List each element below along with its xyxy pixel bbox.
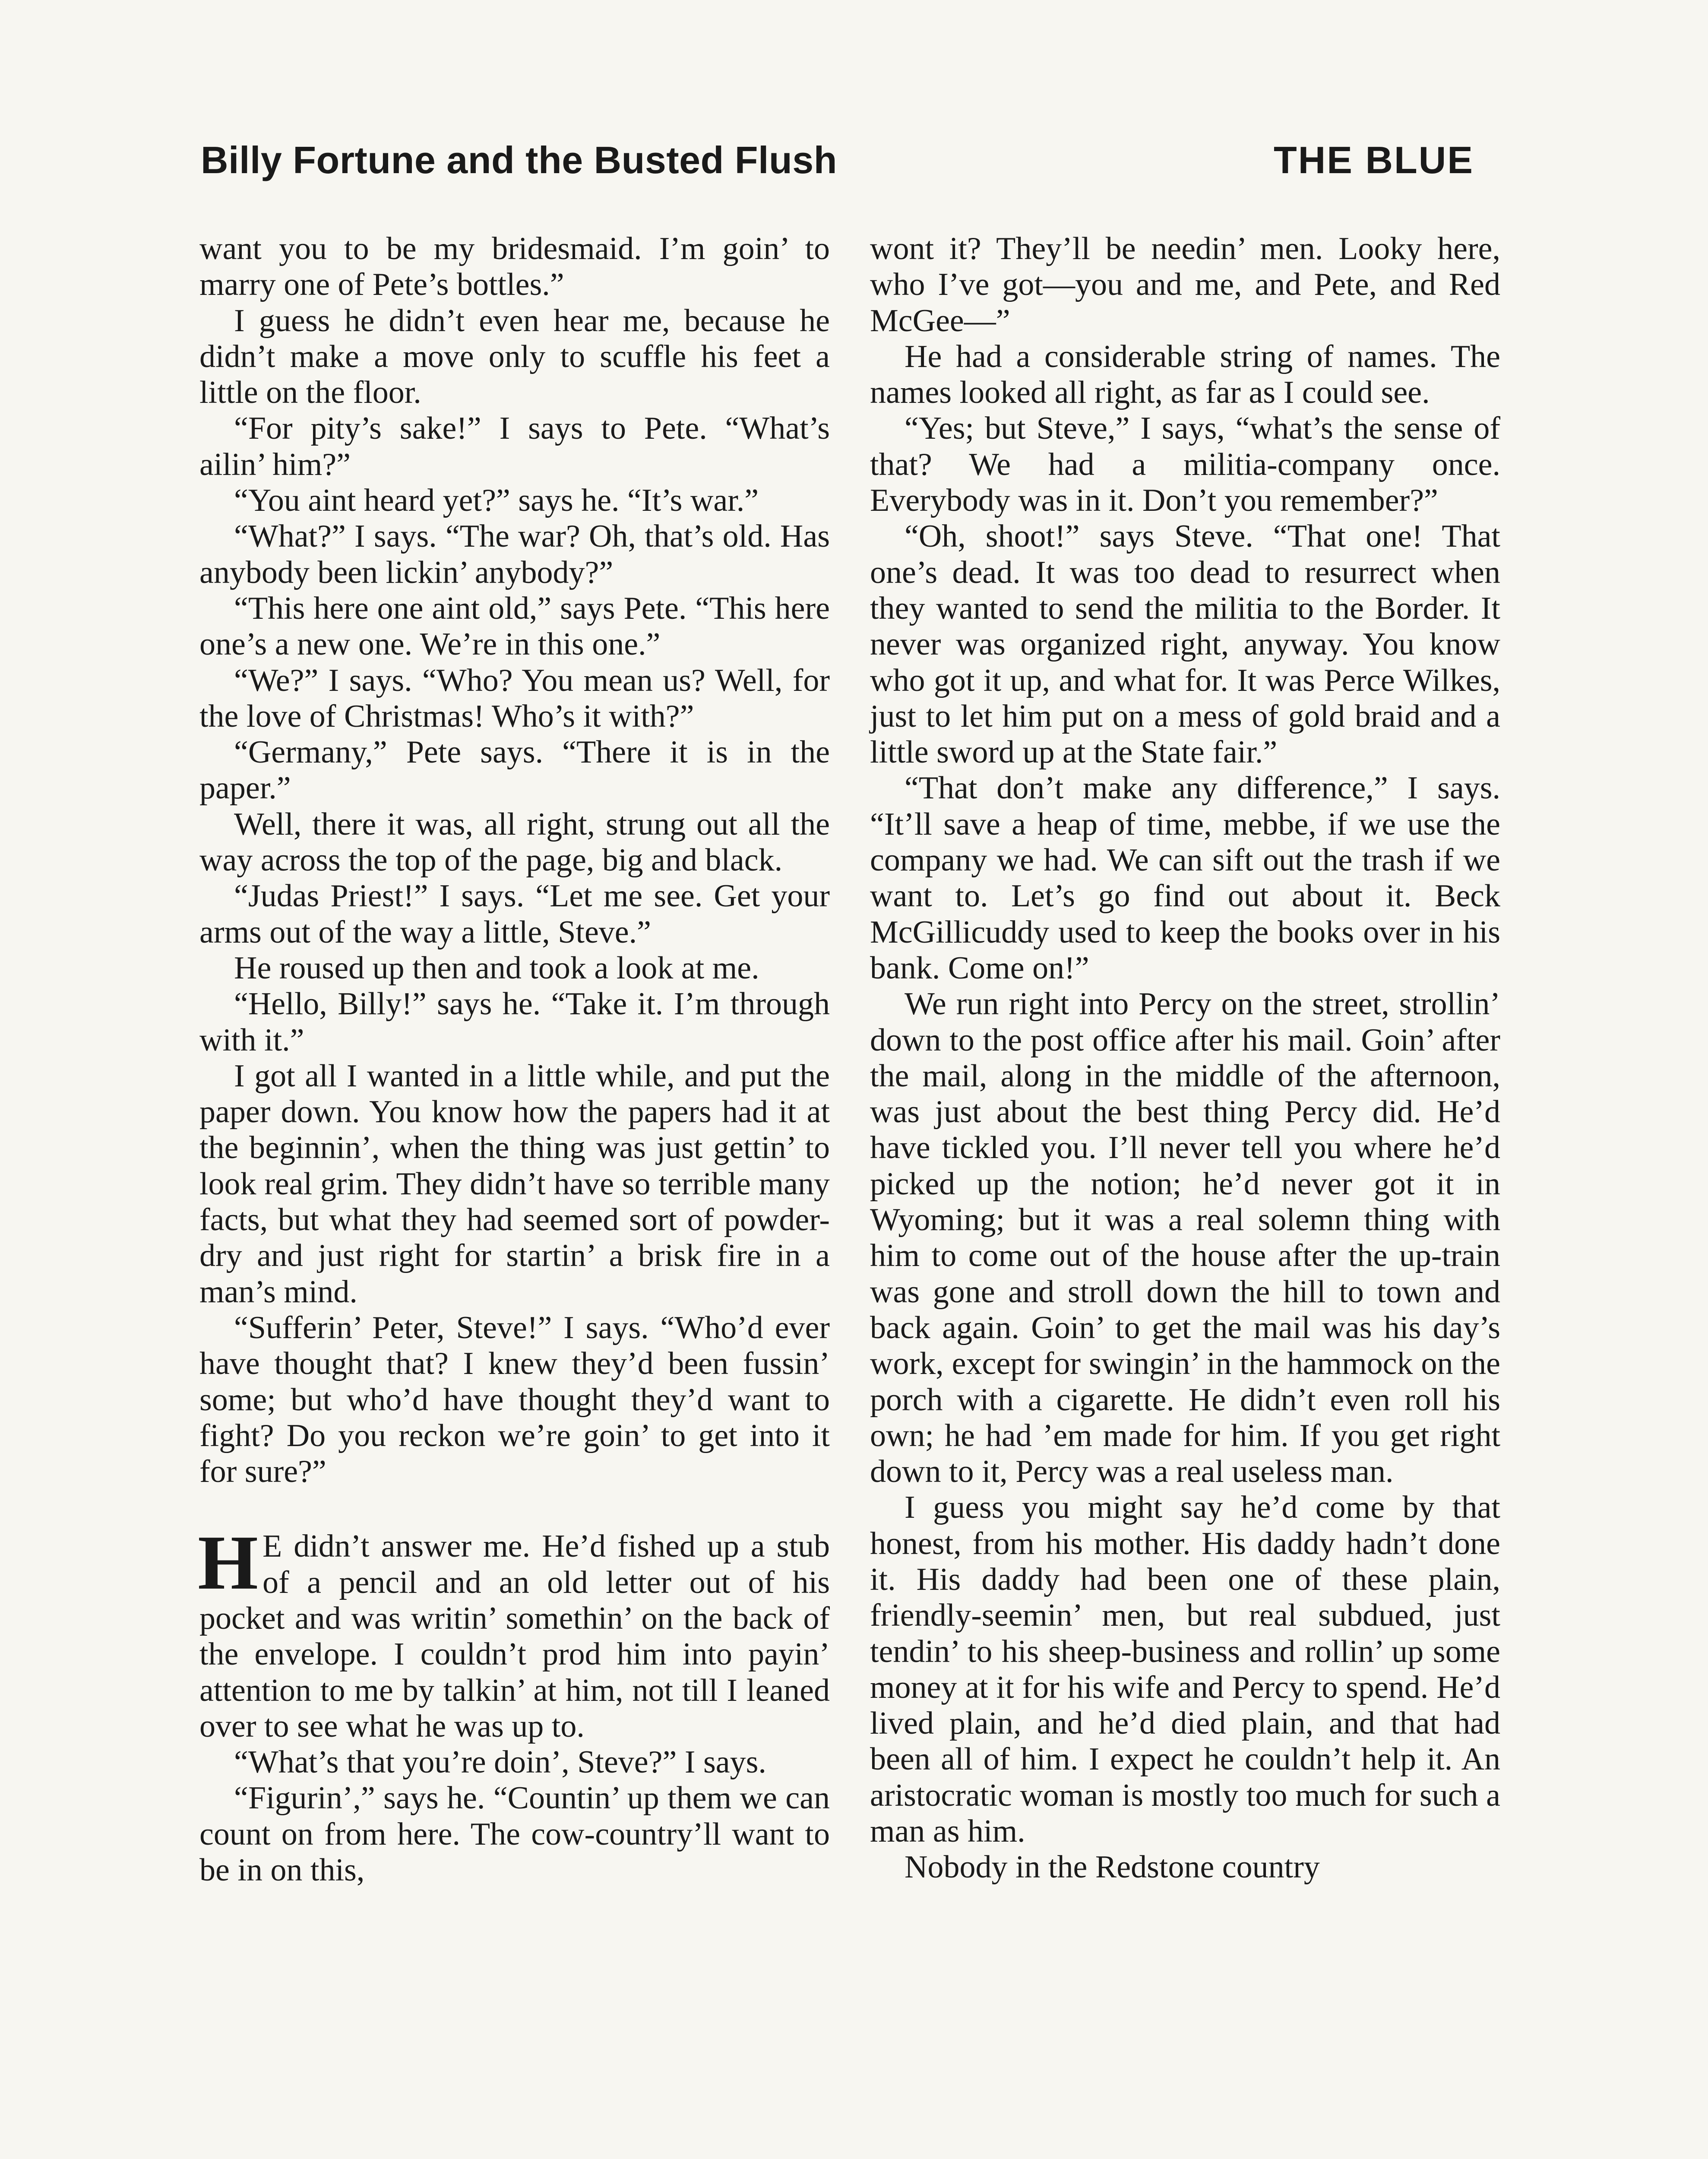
- paragraph: wont it? They’ll be needin’ men. Looky here, who I’ve got—you and me, and Pete, and Red McGee—”: [870, 231, 1500, 339]
- magazine-name: THE BLUE: [1274, 139, 1474, 181]
- left-column: [199, 231, 830, 1888]
- paragraph: I guess he didn’t even hear me, because he didn’t make a move only to scuffle his feet a little on the floor.: [199, 303, 830, 411]
- paragraph: “Judas Priest!” I says. “Let me see. Get your arms out of the way a little, Steve.”: [199, 878, 830, 950]
- dropcap-paragraph-text: E didn’t answer me. He’d fished up a stub of a pencil and an old letter out of his pocket and was writin’ somethin’ on the back of the envelope. I couldn’t prod him into payin’ attention to me by talkin’ at him, not till I leaned over to see what he was up to.: [199, 1529, 830, 1744]
- paragraph: want you to be my bridesmaid. I’m goin’ to marry one of Pete’s bottles.”: [199, 231, 830, 303]
- dropcap-paragraph: [198, 1520, 830, 1744]
- paragraph: “We?” I says. “Who? You mean us? Well, for the love of Christmas! Who’s it with?”: [199, 662, 830, 734]
- section-break: [199, 1490, 830, 1529]
- paragraph: “That don’t make any difference,” I says. “It’ll save a heap of time, mebbe, if we use the company we had. We can sift out the trash if we want to. Let’s go find out about it. Beck McGillicuddy used to keep the books over in his bank. Come on!”: [870, 770, 1500, 986]
- paragraph: Well, there it was, all right, strung out all the way across the top of the page, big and black.: [199, 806, 830, 878]
- paragraph: We run right into Percy on the street, strollin’ down to the post office after his mail. Goin’ after the mail, along in the middle of the afternoon, was just about the best thing Percy did. He’d have tickled you. I’ll never tell you where he’d picked up the notion; he’d never got it in Wyoming; but it was a real solemn thing with him to come out of the house after the up-train was gone and stroll down the hill to town and back again. Goin’ to get the mail was his day’s work, except for swingin’ in the hammock on the porch with a cigarette. He didn’t even roll his own; he had ’em made for him. If you get right down to it, Percy was a real useless man.: [870, 986, 1500, 1490]
- paragraph: He had a considerable string of names. The names looked all right, as far as I could see.: [870, 339, 1500, 411]
- paragraph: “Oh, shoot!” says Steve. “That one! That one’s dead. It was too dead to resurrect when they wanted to send the militia to the Border. It never was organized right, anyway. You know who got it up, and what for. It was Perce Wilkes, just to let him put on a mess of gold braid and a little sword up at the State fair.”: [870, 519, 1500, 770]
- paragraph: “Hello, Billy!” says he. “Take it. I’m through with it.”: [199, 986, 830, 1058]
- paragraph: “Sufferin’ Peter, Steve!” I says. “Who’d ever have thought that? I knew they’d been fussin’ some; but who’d have thought they’d want to fight? Do you reckon we’re goin’ to get into it for sure?”: [199, 1310, 830, 1490]
- paragraph: “For pity’s sake!” I says to Pete. “What’s ailin’ him?”: [199, 411, 830, 482]
- paragraph: “Germany,” Pete says. “There it is in the paper.”: [199, 734, 830, 806]
- paragraph: “Figurin’,” says he. “Countin’ up them we can count on from here. The cow-country’ll want to be in on this,: [199, 1780, 830, 1888]
- paragraph: “This here one aint old,” says Pete. “This here one’s a new one. We’re in this one.”: [199, 590, 830, 662]
- paragraph: “What?” I says. “The war? Oh, that’s old. Has anybody been lickin’ anybody?”: [199, 519, 830, 590]
- paragraph: “Yes; but Steve,” I says, “what’s the sense of that? We had a militia-company once. Everybody was in it. Don’t you remember?”: [870, 411, 1500, 519]
- paragraph: He roused up then and took a look at me.: [234, 950, 759, 986]
- paragraph: I got all I wanted in a little while, and put the paper down. You know how the papers had it at the beginnin’, when the thing was just gettin’ to look real grim. They didn’t have so terrible many facts, but what they had seemed sort of powder-dry and just right for startin’ a brisk fire in a man’s mind.: [199, 1058, 830, 1310]
- running-title: Billy Fortune and the Busted Flush: [201, 139, 837, 181]
- paragraph: Nobody in the Redstone country: [905, 1849, 1320, 1885]
- right-column: [870, 231, 1500, 1886]
- drop-cap: H: [198, 1520, 259, 1606]
- paragraph: I guess you might say he’d come by that honest, from his mother. His daddy hadn’t done it. His daddy had been one of these plain, friendly-seemin’ men, but real subdued, just tendin’ to his sheep-business and rollin’ up some money at it for his wife and Percy to spend. He’d lived plain, and he’d died plain, and that had been all of him. I expect he couldn’t help it. An aristocratic woman is mostly too much for such a man as him.: [870, 1490, 1500, 1849]
- paragraph: “What’s that you’re doin’, Steve?” I says.: [234, 1744, 766, 1780]
- paragraph: “You aint heard yet?” says he. “It’s war.”: [234, 483, 759, 519]
